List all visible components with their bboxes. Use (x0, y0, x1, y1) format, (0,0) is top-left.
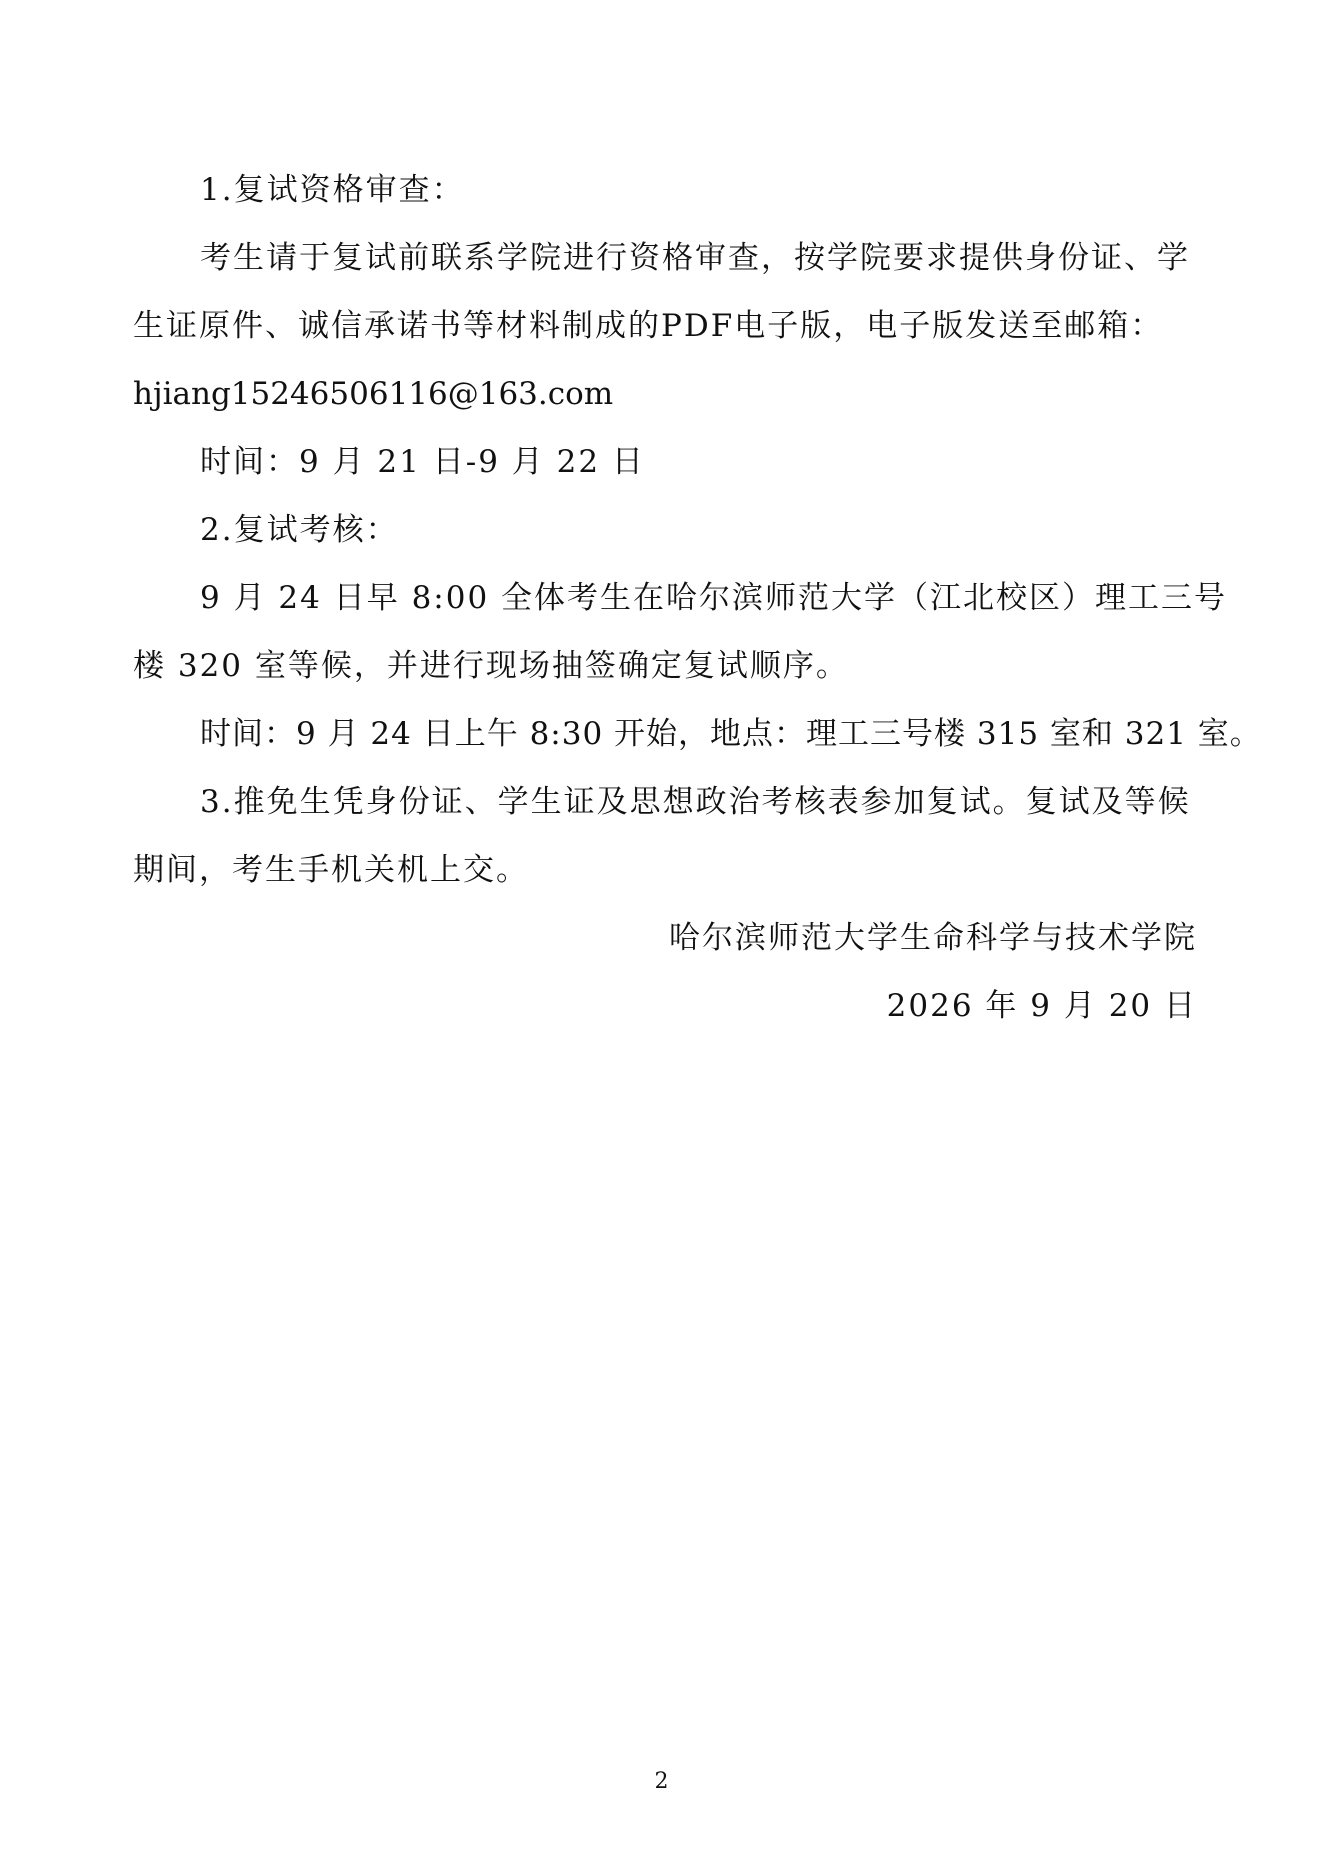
section2-paragraph-line2: 楼 320 室等候，并进行现场抽签确定复试顺序。 (133, 648, 849, 684)
contact-email: hjiang15246506116@163.com (133, 376, 614, 412)
signature-organization: 哈尔滨师范大学生命科学与技术学院 (669, 920, 1197, 956)
page-number: 2 (654, 1769, 669, 1794)
section2-paragraph-line1: 9 月 24 日早 8:00 全体考生在哈尔滨师范大学（江北校区）理工三号 (200, 580, 1228, 616)
section1-paragraph-line2: 生证原件、诚信承诺书等材料制成的PDF电子版，电子版发送至邮箱： (133, 308, 1164, 344)
section1-time: 时间：9 月 21 日-9 月 22 日 (200, 444, 645, 480)
section3-paragraph-line2: 期间，考生手机关机上交。 (133, 852, 529, 888)
section2-heading: 2.复试考核： (200, 512, 399, 548)
signature-date: 2026 年 9 月 20 日 (886, 988, 1197, 1024)
section2-time: 时间：9 月 24 日上午 8:30 开始，地点：理工三号楼 315 室和 321 室。 (200, 716, 1262, 752)
section3-paragraph-line1: 3.推免生凭身份证、学生证及思想政治考核表参加复试。复试及等候 (200, 784, 1191, 820)
section1-heading: 1.复试资格审查： (200, 172, 465, 208)
section1-paragraph-line1: 考生请于复试前联系学院进行资格审查，按学院要求提供身份证、学 (200, 240, 1190, 276)
